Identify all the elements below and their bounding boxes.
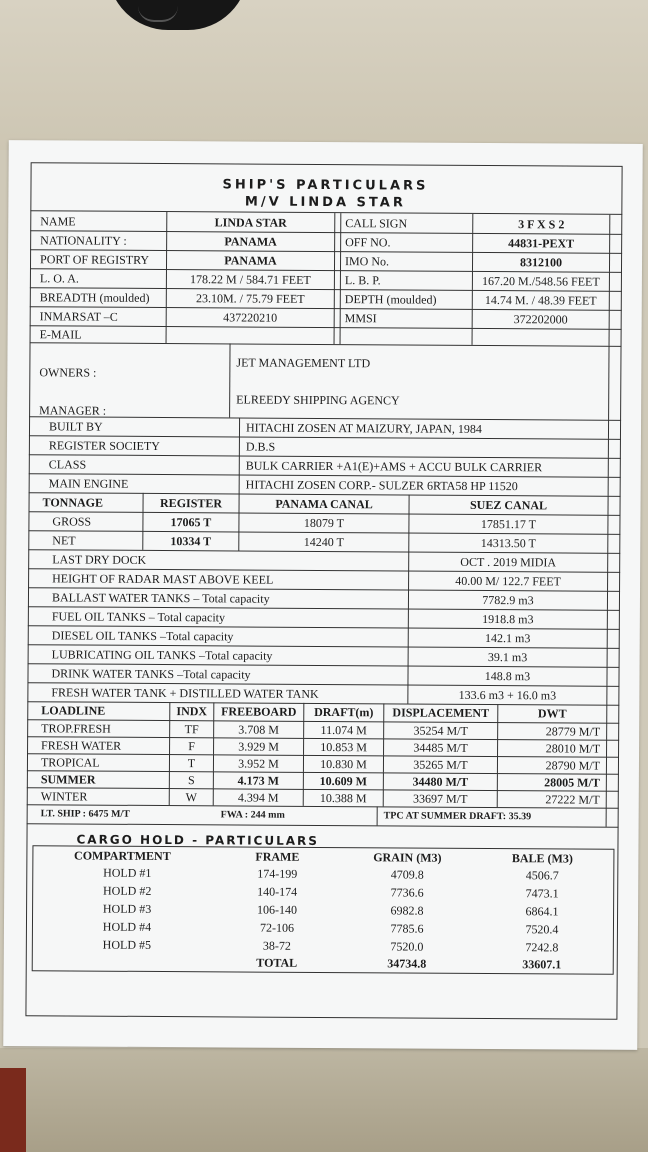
hold-grain: 7785.6	[390, 920, 424, 936]
detail-value: D.B.S	[239, 436, 609, 457]
cargo-row	[32, 881, 612, 902]
general-label: NATIONALITY :	[40, 232, 127, 248]
suez-value: 14313.50 T	[408, 533, 608, 553]
hold-bale: 7473.1	[525, 885, 559, 900]
panama-value: 14240 T	[238, 531, 408, 551]
tonnage-label: GROSS	[52, 513, 92, 529]
loadline-freeboard: 4.394 M	[213, 788, 303, 806]
loadline-freeboard: 3.952 M	[213, 754, 303, 772]
capacity-value: 40.00 M/ 122.7 FEET	[408, 571, 608, 591]
general-value: PANAMA	[166, 231, 334, 251]
capacity-value: 148.8 m3	[407, 666, 607, 686]
table-edge	[0, 1068, 26, 1152]
owners-label: OWNERS :	[39, 365, 97, 380]
panama-value: 18079 T	[238, 512, 408, 532]
loadline-dwt: 28010 M/T	[497, 739, 607, 757]
general-label2: IMO No.	[340, 251, 472, 271]
loadline-draft: 10.609 M	[303, 772, 383, 789]
compartment-header: COMPARTMENT	[74, 847, 171, 863]
panama-header: PANAMA CANAL	[239, 493, 409, 513]
general-value2: 14.74 M. / 48.39 FEET	[472, 290, 610, 310]
hold-grain: 6982.8	[390, 902, 424, 918]
general-label2: CALL SIGN	[340, 213, 472, 233]
loadline-indx: TF	[169, 720, 213, 737]
general-label: PORT OF REGISTRY	[40, 251, 150, 267]
hold-name: HOLD #5	[102, 937, 152, 952]
capacity-label: FUEL OIL TANKS – Total capacity	[51, 608, 226, 624]
loadline-name: WINTER	[40, 788, 88, 804]
capacity-label: LAST DRY DOCK	[52, 551, 147, 567]
hold-name: HOLD #4	[102, 919, 152, 934]
loadline-freeboard: 4.173 M	[213, 771, 303, 789]
indx-header: INDX	[169, 702, 213, 720]
hold-name: HOLD #1	[103, 865, 152, 880]
general-value2: 167.20 M./548.56 FEET	[472, 271, 610, 291]
owners-block	[29, 342, 621, 421]
general-label: NAME	[40, 213, 76, 228]
cargo-row	[32, 899, 612, 920]
owner-agency: ELREEDY SHIPPING AGENCY	[236, 391, 400, 407]
total-grain: 34734.8	[387, 955, 427, 971]
general-value2: 3 F X S 2	[472, 214, 610, 234]
capacity-value: 142.1 m3	[408, 628, 608, 648]
hold-name: HOLD #3	[102, 901, 152, 916]
capacity-label: HEIGHT OF RADAR MAST ABOVE KEEL	[52, 570, 274, 587]
loadline-indx: W	[169, 788, 213, 805]
hold-bale: 7520.4	[525, 921, 559, 936]
loadline-dwt: 28779 M/T	[497, 722, 607, 740]
tonnage-label: NET	[52, 532, 76, 547]
capacity-value: 1918.8 m3	[408, 609, 608, 629]
loadline-draft: 10.853 M	[303, 738, 383, 755]
loadline-displacement: 35265 M/T	[383, 755, 497, 773]
loadline-name: TROPICAL	[40, 754, 100, 770]
detail-label: CLASS	[48, 456, 87, 472]
cargo-row	[32, 863, 612, 884]
register-value: 17065 T	[142, 512, 238, 532]
loadline-indx: T	[169, 754, 213, 771]
fresh-water-allowance: FWA : 244 mm	[220, 808, 285, 821]
loadline-freeboard: 3.708 M	[213, 720, 303, 738]
loadline-displacement: 33697 M/T	[383, 789, 497, 807]
suez-value: 17851.17 T	[408, 514, 608, 534]
hold-frame: 72-106	[259, 920, 295, 935]
dwt-header: DWT	[497, 704, 607, 723]
hold-frame: 38-72	[262, 938, 291, 953]
manager-label: MANAGER :	[39, 403, 107, 418]
hold-grain: 7736.6	[390, 884, 424, 900]
loadline-draft: 11.074 M	[303, 721, 383, 738]
loadline-displacement: 35254 M/T	[383, 721, 497, 739]
loadline-displacement: 34480 M/T	[383, 772, 497, 790]
general-label: INMARSAT –C	[39, 308, 118, 324]
owners-values	[229, 343, 609, 419]
cargo-hold-title: CARGO HOLD - PARTICULARS	[76, 832, 319, 848]
detail-value: HITACHI ZOSEN CORP.- SULZER 6RTA58 HP 11520	[239, 474, 609, 495]
owner-company: JET MANAGEMENT LTD	[236, 354, 371, 370]
loadline-indx: F	[169, 737, 213, 754]
frame-header: FRAME	[255, 849, 300, 864]
capacity-value: 7782.9 m3	[408, 590, 608, 610]
email-label: E-MAIL	[39, 326, 82, 342]
loadline-dwt: 27222 M/T	[497, 790, 607, 808]
hold-grain: 4709.8	[390, 866, 424, 882]
loadline-footer-row	[27, 804, 619, 828]
ship-name-title: M/V LINDA STAR	[244, 194, 406, 211]
loadline-name: TROP.FRESH	[41, 720, 111, 736]
hold-name: HOLD #2	[102, 883, 152, 898]
general-value2: 44831-PEXT	[472, 233, 610, 253]
total-label: TOTAL	[256, 955, 298, 970]
suez-header: SUEZ CANAL	[408, 495, 608, 515]
detail-label: MAIN ENGINE	[48, 475, 129, 491]
document-title: SHIP'S PARTICULARS	[222, 177, 429, 194]
capacity-label: FRESH WATER TANK + DISTILLED WATER TANK	[51, 684, 319, 701]
hold-frame: 174-199	[257, 866, 298, 881]
register-header: REGISTER	[143, 493, 239, 513]
cargo-row	[32, 917, 612, 938]
general-label2: L. B. P.	[340, 270, 472, 290]
hold-bale: 4506.7	[525, 867, 559, 882]
general-value: 23.10M. / 75.79 FEET	[166, 288, 334, 308]
loadline-draft: 10.830 M	[303, 755, 383, 772]
bale-header: BALE (M3)	[511, 850, 573, 866]
detail-value: HITACHI ZOSEN AT MAIZURY, JAPAN, 1984	[239, 417, 609, 438]
cargo-total-row	[32, 952, 612, 973]
general-label2: OFF NO.	[340, 232, 472, 252]
hold-bale: 6864.1	[525, 903, 559, 918]
general-value2: 372202000	[472, 309, 610, 329]
hold-bale: 7242.8	[525, 939, 559, 954]
hold-grain: 7520.0	[390, 938, 424, 954]
total-bale: 33607.1	[522, 956, 562, 971]
tonnage-header: TONNAGE	[42, 494, 104, 510]
loadline-dwt: 28005 M/T	[497, 773, 607, 791]
grain-header: GRAIN (M3)	[373, 849, 442, 865]
capacity-value: 39.1 m3	[408, 647, 608, 667]
tpc-summer-draft: TPC AT SUMMER DRAFT: 35.39	[377, 806, 607, 826]
loadline-freeboard: 3.929 M	[213, 737, 303, 755]
light-ship: LT. SHIP : 6475 M/T	[40, 807, 130, 820]
register-value: 10334 T	[142, 531, 238, 551]
email-blank	[472, 328, 610, 346]
hold-frame: 106-140	[257, 902, 298, 917]
loadline-name: FRESH WATER	[41, 737, 122, 753]
general-value2: 8312100	[472, 252, 610, 272]
hold-frame: 140-174	[257, 884, 298, 899]
capacity-label: DIESEL OIL TANKS –Total capacity	[51, 627, 234, 643]
draft-header: DRAFT(m)	[303, 703, 383, 721]
general-label: BREADTH (moulded)	[39, 289, 150, 305]
freeboard-header: FREEBOARD	[213, 702, 303, 721]
general-label: L. O. A.	[39, 270, 79, 286]
detail-label: BUILT BY	[48, 418, 103, 434]
general-label2: DEPTH (moulded)	[340, 289, 472, 309]
loadline-name: SUMMER	[40, 771, 96, 787]
loadline-draft: 10.388 M	[303, 789, 383, 806]
email-blank	[340, 327, 472, 345]
general-value: 437220210	[166, 307, 334, 327]
loadline-indx: S	[169, 771, 213, 788]
table-surface-top	[0, 0, 648, 150]
displacement-header: DISPLACEMENT	[383, 703, 497, 722]
loadline-header: LOADLINE	[41, 703, 106, 718]
loadline-displacement: 34485 M/T	[383, 738, 497, 756]
general-value: 178.22 M / 584.71 FEET	[166, 269, 334, 289]
general-value: PANAMA	[166, 250, 334, 270]
general-label2: MMSI	[340, 308, 472, 328]
ship-particulars-sheet	[3, 140, 643, 1050]
capacity-value: OCT . 2019 MIDIA	[408, 552, 608, 572]
detail-value: BULK CARRIER +A1(E)+AMS + ACCU BULK CARRIER	[239, 455, 609, 476]
general-value: LINDA STAR	[166, 212, 334, 232]
email-value	[166, 326, 334, 344]
capacity-label: LUBRICATING OIL TANKS –Total capacity	[51, 646, 273, 663]
loadline-dwt: 28790 M/T	[497, 756, 607, 774]
detail-label: REGISTER SOCIETY	[48, 437, 160, 453]
capacity-value: 133.6 m3 + 16.0 m3	[407, 685, 607, 705]
capacity-label: DRINK WATER TANKS –Total capacity	[51, 665, 251, 682]
capacity-label: BALLAST WATER TANKS – Total capacity	[51, 589, 270, 606]
table-surface-bottom	[0, 1048, 648, 1152]
